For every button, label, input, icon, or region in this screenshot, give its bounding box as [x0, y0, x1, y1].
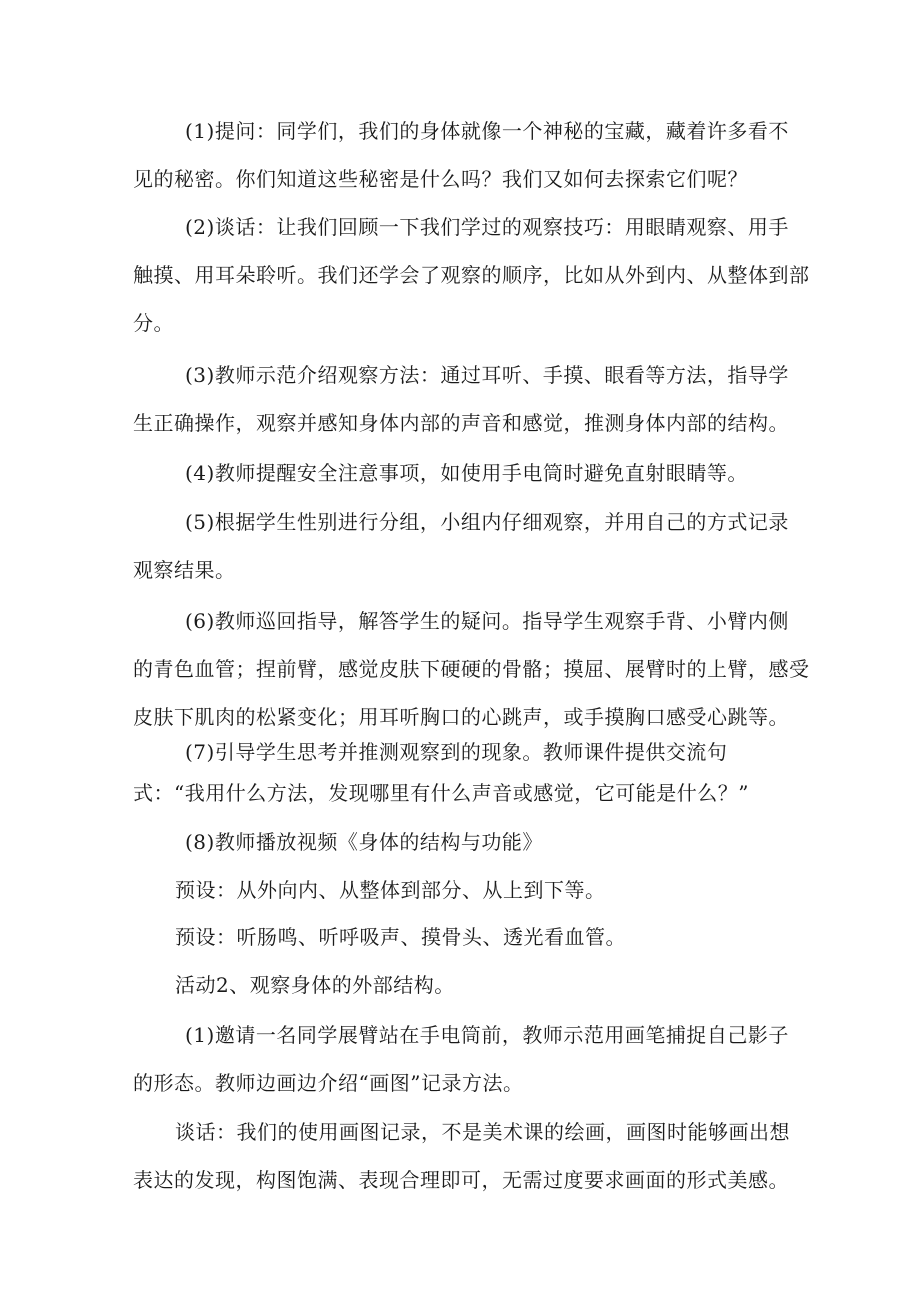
- preset-line-1: 预设：从外向内、从整体到部分、从上到下等。: [175, 878, 606, 902]
- preset-line-2: 预设：听肠鸣、听呼吸声、摸骨头、透光看血管。: [175, 925, 626, 949]
- talk-line-1: (2)谈话：让我们回顾一下我们学过的观察技巧：用眼睛观察、用手: [185, 215, 789, 239]
- group-line-1: (5)根据学生性别进行分组，小组内仔细观察，并用自己的方式记录: [185, 510, 789, 534]
- talk-line-3: 分。: [133, 311, 174, 335]
- reflect-line-1: (7)引导学生思考并推测观察到的现象。教师课件提供交流句: [185, 740, 728, 764]
- invite-line-1: (1)邀请一名同学展臂站在手电筒前，教师示范用画笔捕捉自己影子: [185, 1023, 789, 1047]
- demo-line-2: 生正确操作，观察并感知身体内部的声音和感觉，推测身体内部的结构。: [133, 411, 789, 435]
- safety-line: (4)教师提醒安全注意事项，如使用手电筒时避免直射眼睛等。: [185, 461, 748, 485]
- demo-line-1: (3)教师示范介绍观察方法：通过耳听、手摸、眼看等方法，指导学: [185, 363, 789, 387]
- guide-line-3: 皮肤下肌肉的松紧变化；用耳听胸口的心跳声，或手摸胸口感受心跳等。: [133, 705, 789, 729]
- talk-line-2: 触摸、用耳朵聆听。我们还学会了观察的顺序，比如从外到内、从整体到部: [133, 263, 810, 287]
- question-line-2: 见的秘密。你们知道这些秘密是什么吗？我们又如何去探索它们呢？: [133, 167, 748, 191]
- drawing-line-1: 谈话：我们的使用画图记录，不是美术课的绘画，画图时能够画出想: [175, 1120, 790, 1144]
- reflect-line-2: 式：“我用什么方法，发现哪里有什么声音或感觉，它可能是什么？”: [133, 781, 749, 805]
- guide-line-1: (6)教师巡回指导，解答学生的疑问。指导学生观察手背、小臂内侧: [185, 609, 789, 633]
- activity-heading: 活动2、观察身体的外部结构。: [175, 973, 455, 997]
- drawing-line-2: 表达的发现，构图饱满、表现合理即可，无需过度要求画面的形式美感。: [133, 1168, 789, 1192]
- group-line-2: 观察结果。: [133, 558, 236, 582]
- video-line: (8)教师播放视频《身体的结构与功能》: [185, 830, 543, 854]
- question-line-1: (1)提问：同学们，我们的身体就像一个神秘的宝藏，藏着许多看不: [185, 119, 789, 143]
- invite-line-2: 的形态。教师边画边介绍“画图”记录方法。: [133, 1071, 524, 1095]
- guide-line-2: 的青色血管；捏前臂，感觉皮肤下硬硬的骨骼；摸屈、展臂时的上臂，感受: [133, 657, 810, 681]
